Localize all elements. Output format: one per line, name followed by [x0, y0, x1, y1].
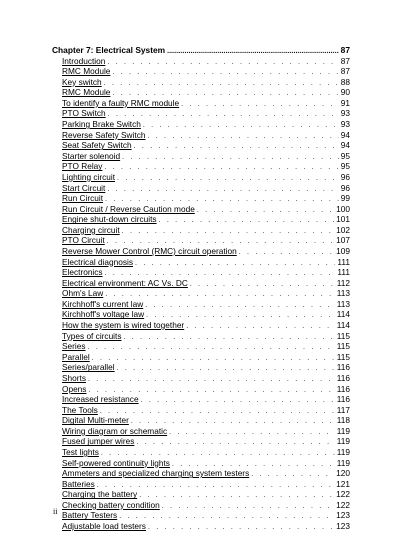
toc-entry[interactable] — [52, 87, 350, 98]
toc-entry-title: Increased resistance — [62, 394, 139, 405]
toc-entry[interactable] — [52, 288, 350, 299]
dot-leader — [122, 227, 335, 238]
dot-leader — [143, 121, 339, 132]
toc-entry-title: Ohm's Law — [62, 288, 104, 299]
toc-entry-page-number: 114 — [336, 309, 350, 320]
toc-entry[interactable] — [52, 320, 350, 331]
toc-entry[interactable] — [52, 309, 350, 320]
toc-entry-page-number: 116 — [336, 383, 350, 394]
toc-entry-page-number: 87 — [340, 66, 350, 77]
toc-entry-page-number: 95 — [340, 161, 350, 172]
dot-leader — [139, 491, 334, 502]
toc-entry-page-number: 94 — [340, 140, 350, 151]
toc-entry-page-number: 120 — [336, 468, 350, 479]
toc-entry[interactable] — [52, 161, 350, 172]
toc-entry-page-number: 117 — [336, 404, 350, 415]
toc-entry-title: Opens — [62, 383, 87, 394]
dot-leader — [239, 248, 334, 259]
toc-entry-page-number: 116 — [336, 372, 350, 383]
toc-entry-title: Electrical environment: AC Vs. DC — [62, 277, 188, 288]
toc-entry-title: Kirchhoff's voltage law — [62, 309, 145, 320]
toc-entry[interactable] — [52, 119, 350, 130]
toc-entry-page-number: 107 — [336, 235, 350, 246]
toc-entry-title: Kirchhoff's current law — [62, 298, 144, 309]
toc-entry[interactable] — [52, 278, 350, 289]
toc-entry[interactable] — [52, 204, 350, 215]
toc-entry[interactable] — [52, 489, 350, 500]
toc-entry-title: How the system is wired together — [62, 320, 185, 331]
dot-leader — [186, 322, 335, 333]
toc-entry-page-number: 94 — [340, 129, 350, 140]
dot-leader — [88, 343, 335, 354]
toc-entry-title: The Tools — [62, 404, 98, 415]
toc-entry[interactable] — [52, 77, 350, 88]
toc-entry[interactable] — [52, 468, 350, 479]
toc-entry-title: Series/parallel — [62, 362, 115, 373]
toc-entry-page-number: 123 — [336, 521, 350, 532]
toc-entry-page-number: 119 — [336, 457, 350, 468]
toc-entry-title: Introduction — [62, 55, 106, 66]
toc-entry-page-number: 119 — [336, 425, 350, 436]
dot-leader — [169, 428, 335, 439]
toc-entry-page-number: 114 — [336, 320, 350, 331]
toc-entry-title: PTO Circuit — [62, 235, 105, 246]
toc-entry[interactable] — [52, 172, 350, 183]
toc-entry-title: PTO Switch — [62, 108, 106, 119]
toc-entry-page-number: 91 — [340, 97, 350, 108]
toc-entry[interactable] — [52, 151, 350, 162]
toc-entry-page-number: 115 — [336, 341, 350, 352]
toc-entry-page-number: 93 — [340, 108, 350, 119]
toc-entry-title: Run Circuit — [62, 193, 104, 204]
chapter-title: Chapter 7: Electrical System — [52, 45, 166, 55]
toc-entry-page-number: 93 — [340, 119, 350, 130]
toc-entry-title: Starter solenoid — [62, 150, 121, 161]
toc-entry-page-number: 118 — [336, 415, 350, 426]
toc-entry[interactable] — [52, 257, 350, 268]
toc-entry[interactable] — [52, 267, 350, 278]
toc-entry[interactable] — [52, 214, 350, 225]
toc-entry-page-number: 119 — [336, 446, 350, 457]
toc-entry-title: Shorts — [62, 372, 86, 383]
toc-entry-title: Run Circuit / Reverse Caution mode — [62, 203, 195, 214]
toc-entry-title: Ammeters and specialized charging system testers — [62, 468, 250, 479]
dot-leader — [197, 206, 334, 217]
dot-leader — [167, 47, 339, 58]
toc-entry-page-number: 101 — [336, 214, 350, 225]
toc-entry[interactable] — [52, 447, 350, 458]
dot-leader — [104, 163, 338, 174]
toc-entry-page-number: 122 — [336, 489, 350, 500]
dot-leader — [104, 79, 339, 90]
dot-leader — [159, 216, 335, 227]
toc-entry[interactable] — [52, 299, 350, 310]
toc-entry-title: Parallel — [62, 351, 90, 362]
toc-entry-page-number: 112 — [336, 277, 350, 288]
toc-entry-title: Batteries — [62, 478, 95, 489]
toc-entry-title: Fused jumper wires — [62, 436, 135, 447]
toc-entry-title: Types of circuits — [62, 330, 122, 341]
dot-leader — [119, 512, 334, 523]
toc-entry[interactable] — [52, 436, 350, 447]
dot-leader — [92, 354, 335, 365]
table-of-contents — [52, 45, 350, 532]
toc-entry-title: Test lights — [62, 446, 99, 457]
dot-leader — [117, 174, 339, 185]
toc-entries-list — [52, 56, 350, 532]
toc-entry[interactable] — [52, 373, 350, 384]
toc-entry-title: RMC Module — [62, 66, 111, 77]
toc-entry-title: Reverse Safety Switch — [62, 129, 146, 140]
dot-leader — [107, 185, 338, 196]
toc-entry[interactable] — [52, 331, 350, 342]
toc-entry-title: PTO Relay — [62, 161, 103, 172]
dot-leader — [135, 259, 335, 270]
toc-entry[interactable] — [52, 405, 350, 416]
toc-entry-page-number: 115 — [336, 351, 350, 362]
toc-entry[interactable] — [52, 140, 350, 151]
toc-entry-page-number: 88 — [340, 76, 350, 87]
toc-entry[interactable] — [52, 479, 350, 490]
toc-entry-title: Parking Brake Switch — [62, 119, 141, 130]
toc-entry-title: Series — [62, 341, 86, 352]
toc-entry-page-number: 113 — [336, 298, 350, 309]
toc-entry-page-number: 113 — [336, 288, 350, 299]
toc-entry-page-number: 119 — [336, 436, 350, 447]
dot-leader — [100, 407, 335, 418]
toc-entry-page-number: 96 — [340, 182, 350, 193]
toc-entry[interactable] — [52, 352, 350, 363]
page-number-footer: ii — [53, 507, 58, 516]
toc-entry-title: RMC Module — [62, 87, 111, 98]
dot-leader — [123, 333, 334, 344]
dot-leader — [181, 100, 339, 111]
toc-entry-title: Self-powered continuity lights — [62, 457, 170, 468]
dot-leader — [88, 375, 335, 386]
toc-entry-title: Reverse Mower Control (RMC) circuit operation — [62, 246, 237, 256]
toc-entry-page-number: 116 — [336, 394, 350, 405]
toc-entry[interactable] — [52, 510, 350, 521]
dot-leader — [148, 523, 334, 534]
toc-entry[interactable] — [52, 500, 350, 511]
toc-entry-title: Start Circuit — [62, 182, 106, 193]
toc-entry-title: Engine shut-down circuits — [62, 214, 157, 225]
toc-entry[interactable] — [52, 130, 350, 141]
toc-entry-title: Digital Multi-meter — [62, 415, 129, 426]
toc-entry[interactable] — [52, 108, 350, 119]
dot-leader — [117, 364, 335, 375]
toc-entry-page-number: 121 — [336, 478, 350, 489]
toc-entry-title: Checking battery condition — [62, 499, 160, 510]
dot-leader — [251, 470, 334, 481]
toc-entry-page-number: 122 — [336, 499, 350, 510]
toc-entry-title: Charging the battery — [62, 489, 138, 500]
dot-leader — [145, 301, 335, 312]
toc-entry-page-number: 96 — [340, 171, 350, 182]
toc-entry[interactable] — [52, 246, 350, 257]
toc-entry-page-number: 123 — [336, 510, 350, 521]
dot-leader — [122, 153, 339, 164]
toc-entry-title: Electronics — [62, 267, 103, 278]
toc-entry[interactable] — [52, 521, 350, 532]
toc-entry[interactable] — [52, 458, 350, 469]
toc-entry[interactable] — [52, 362, 350, 373]
toc-entry[interactable] — [52, 66, 350, 77]
dot-leader — [190, 280, 335, 291]
toc-entry[interactable] — [52, 235, 350, 246]
toc-entry[interactable] — [52, 98, 350, 109]
toc-entry-title: Key switch — [62, 76, 102, 87]
toc-entry-page-number: 111 — [337, 256, 350, 267]
toc-entry-title: Lighting circuit — [62, 171, 116, 182]
dot-leader — [108, 110, 339, 121]
toc-entry-page-number: 90 — [340, 87, 350, 98]
toc-entry-page-number: 87 — [340, 55, 350, 66]
dot-leader — [141, 396, 335, 407]
toc-entry-title: Adjustable load testers — [62, 521, 146, 532]
toc-entry-title: Seat Safety Switch — [62, 140, 132, 151]
toc-entry-page-number: 100 — [336, 203, 350, 214]
toc-entry[interactable] — [52, 426, 350, 437]
toc-entry-page-number: 109 — [336, 246, 350, 256]
toc-entry[interactable] — [52, 56, 350, 67]
toc-entry[interactable] — [52, 193, 350, 204]
toc-entry-title: Electrical diagnosis — [62, 256, 134, 267]
toc-entry-title: Charging circuit — [62, 224, 120, 235]
toc-entry-title: Wiring diagram or schematic — [62, 425, 168, 436]
dot-leader — [162, 502, 334, 513]
toc-entry-page-number: 111 — [337, 267, 350, 278]
chapter-page-number: 87 — [340, 45, 350, 55]
dot-leader — [112, 68, 338, 79]
chapter-heading-row[interactable] — [52, 45, 350, 56]
dot-leader — [134, 142, 339, 153]
toc-entry[interactable] — [52, 183, 350, 194]
toc-entry-page-number: 116 — [336, 362, 350, 373]
dot-leader — [107, 58, 338, 69]
toc-entry[interactable] — [52, 384, 350, 395]
toc-entry[interactable] — [52, 394, 350, 405]
dot-leader — [136, 438, 334, 449]
toc-entry-page-number: 99 — [340, 193, 350, 204]
toc-entry[interactable] — [52, 415, 350, 426]
toc-entry[interactable] — [52, 225, 350, 236]
toc-entry-title: Battery Testers — [62, 510, 118, 521]
toc-entry-page-number: 102 — [336, 224, 350, 235]
toc-entry-title: To identify a faulty RMC module — [62, 97, 180, 108]
toc-entry-page-number: 95 — [340, 150, 350, 161]
dot-leader — [147, 132, 338, 143]
toc-entry-page-number: 115 — [336, 330, 350, 341]
toc-entry[interactable] — [52, 341, 350, 352]
